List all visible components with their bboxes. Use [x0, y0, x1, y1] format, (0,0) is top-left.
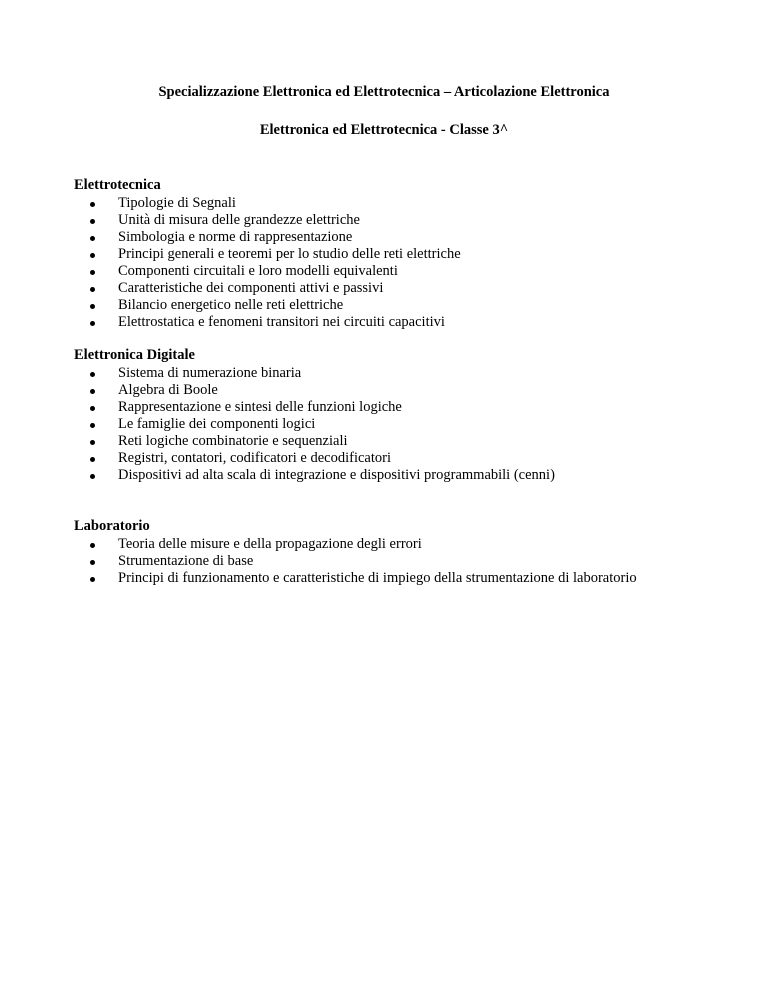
bullet-icon	[90, 219, 95, 224]
list-item	[74, 246, 754, 263]
list-item	[74, 365, 754, 382]
list-item	[74, 212, 754, 229]
topic-list	[74, 536, 754, 587]
bullet-icon	[90, 577, 95, 582]
bullet-icon	[90, 372, 95, 377]
bullet-icon	[90, 253, 95, 258]
list-item-text: Registri, contatori, codificatori e decodificatori	[118, 449, 391, 466]
topic-list	[74, 365, 754, 484]
list-item	[74, 416, 754, 433]
bullet-icon	[90, 406, 95, 411]
topic-list	[74, 195, 754, 331]
section-elettrotecnica	[74, 177, 754, 331]
list-item-text: Rappresentazione e sintesi delle funzioni logiche	[118, 398, 402, 415]
list-item	[74, 229, 754, 246]
bullet-icon	[90, 304, 95, 309]
list-item	[74, 433, 754, 450]
section-heading: Laboratorio	[74, 518, 150, 534]
bullet-icon	[90, 236, 95, 241]
list-item	[74, 553, 754, 570]
list-item-text: Bilancio energetico nelle reti elettriche	[118, 296, 344, 313]
list-item	[74, 536, 754, 553]
list-item-text: Teoria delle misure e della propagazione degli errori	[118, 535, 422, 552]
list-item-text: Unità di misura delle grandezze elettriche	[118, 211, 360, 228]
section-laboratorio	[74, 518, 754, 587]
section-heading: Elettrotecnica	[74, 177, 161, 193]
list-item-text: Sistema di numerazione binaria	[118, 364, 302, 381]
bullet-icon	[90, 287, 95, 292]
list-item	[74, 570, 754, 587]
list-item-text: Algebra di Boole	[118, 381, 218, 398]
bullet-icon	[90, 202, 95, 207]
bullet-icon	[90, 474, 95, 479]
list-item-text: Componenti circuitali e loro modelli equivalenti	[118, 262, 398, 279]
list-item-text: Dispositivi ad alta scala di integrazione e dispositivi programmabili (cenni)	[118, 466, 555, 483]
list-item-text: Principi generali e teoremi per lo studio delle reti elettriche	[118, 245, 461, 262]
bullet-icon	[90, 457, 95, 462]
list-item	[74, 399, 754, 416]
bullet-icon	[90, 543, 95, 548]
bullet-icon	[90, 560, 95, 565]
list-item-text: Strumentazione di base	[118, 552, 254, 569]
bullet-icon	[90, 423, 95, 428]
bullet-icon	[90, 389, 95, 394]
list-item-text: Principi di funzionamento e caratteristiche di impiego della strumentazione di laboratorio	[118, 569, 637, 586]
list-item-text: Le famiglie dei componenti logici	[118, 415, 316, 432]
bullet-icon	[90, 440, 95, 445]
list-item-text: Reti logiche combinatorie e sequenziali	[118, 432, 348, 449]
list-item-text: Simbologia e norme di rappresentazione	[118, 228, 353, 245]
list-item	[74, 450, 754, 467]
section-heading: Elettronica Digitale	[74, 347, 195, 363]
document-title: Specializzazione Elettronica ed Elettrotecnica – Articolazione Elettronica	[158, 84, 610, 100]
list-item	[74, 280, 754, 297]
document-subtitle: Elettronica ed Elettrotecnica - Classe 3^	[259, 122, 509, 138]
list-item	[74, 195, 754, 212]
list-item-text: Tipologie di Segnali	[118, 194, 236, 211]
list-item	[74, 314, 754, 331]
bullet-icon	[90, 321, 95, 326]
section-elettronica-digitale	[74, 347, 754, 484]
list-item	[74, 467, 754, 484]
list-item	[74, 382, 754, 399]
bullet-icon	[90, 270, 95, 275]
list-item	[74, 297, 754, 314]
list-item-text: Elettrostatica e fenomeni transitori nei circuiti capacitivi	[118, 313, 445, 330]
list-item	[74, 263, 754, 280]
list-item-text: Caratteristiche dei componenti attivi e passivi	[118, 279, 384, 296]
